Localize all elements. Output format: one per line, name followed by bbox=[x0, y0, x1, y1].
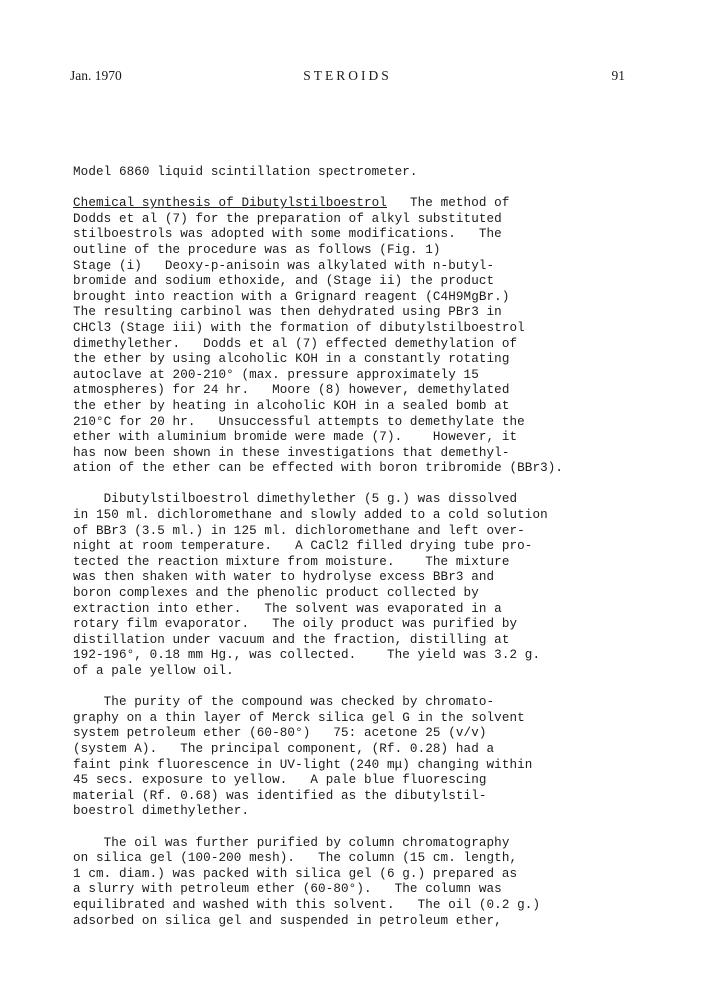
text-line: boron complexes and the phenolic product collected by bbox=[73, 586, 479, 601]
text-line: brought into reaction with a Grignard reagent (C4H9MgBr.) bbox=[73, 289, 510, 304]
text-line: tected the reaction mixture from moisture. The mixture bbox=[73, 554, 510, 569]
text-line: The oil was further purified by column chromatography bbox=[73, 835, 510, 850]
text-line: adsorbed on silica gel and suspended in petroleum ether, bbox=[73, 913, 502, 928]
text-line: The resulting carbinol was then dehydrated using PBr3 in bbox=[73, 305, 502, 320]
header-page-number: 91 bbox=[611, 68, 625, 83]
text-line: Chemical synthesis of Dibutylstilboestrol The method of bbox=[73, 196, 510, 211]
text-line: 192-196°, 0.18 mm Hg., was collected. The yield was 3.2 g. bbox=[73, 648, 541, 663]
text-line: in 150 ml. dichloromethane and slowly added to a cold solution bbox=[73, 508, 548, 523]
text-line: dimethylether. Dodds et al (7) effected demethylation of bbox=[73, 336, 518, 351]
text-line: outline of the procedure was as follows (Fig. 1) bbox=[73, 242, 441, 257]
section-heading: Chemical synthesis of Dibutylstilboestrol bbox=[73, 196, 387, 211]
text-line: atmospheres) for 24 hr. Moore (8) however, demethylated bbox=[73, 383, 510, 398]
text-line: Dodds et al (7) for the preparation of alkyl substituted bbox=[73, 211, 502, 226]
paragraph-gap bbox=[73, 477, 633, 493]
text-line: autoclave at 200-210° (max. pressure approximately 15 bbox=[73, 367, 479, 382]
text-line: the ether by using alcoholic KOH in a constantly rotating bbox=[73, 352, 510, 367]
paragraph-gap bbox=[73, 680, 633, 696]
text-line: boestrol dimethylether. bbox=[73, 804, 250, 819]
body-text bbox=[73, 165, 633, 929]
text-line: ether with aluminium bromide were made (7). However, it bbox=[73, 430, 518, 445]
text-line: was then shaken with water to hydrolyse excess BBr3 and bbox=[73, 570, 495, 585]
text-line: graphy on a thin layer of Merck silica gel G in the solvent bbox=[73, 710, 525, 725]
text-line: bromide and sodium ethoxide, and (Stage ii) the product bbox=[73, 274, 495, 289]
text-line: distillation under vacuum and the fraction, distilling at bbox=[73, 632, 510, 647]
text-line: Model 6860 liquid scintillation spectrometer. bbox=[73, 165, 418, 179]
text-line: the ether by heating in alcoholic KOH in a sealed bomb at bbox=[73, 398, 510, 413]
text-line: The purity of the compound was checked by chromato- bbox=[73, 695, 495, 710]
text-line: system petroleum ether (60-80°) 75: acetone 25 (v/v) bbox=[73, 726, 487, 741]
text-line: ation of the ether can be effected with boron tribromide (BBr3). bbox=[73, 461, 564, 476]
text-line: a slurry with petroleum ether (60-80°). The column was bbox=[73, 882, 502, 897]
text-line: Dibutylstilboestrol dimethylether (5 g.) was dissolved bbox=[73, 492, 518, 507]
text-line: equilibrated and washed with this solvent. The oil (0.2 g.) bbox=[73, 897, 541, 912]
text-line: 210°C for 20 hr. Unsuccessful attempts to demethylate the bbox=[73, 414, 525, 429]
text-line: Stage (i) Deoxy-p-anisoin was alkylated with n-butyl- bbox=[73, 258, 495, 273]
text-line: on silica gel (100-200 mesh). The column (15 cm. length, bbox=[73, 851, 518, 866]
text-line: faint pink fluorescence in UV-light (240 mμ) changing within bbox=[73, 757, 533, 772]
page-header bbox=[70, 68, 625, 88]
text-line: material (Rf. 0.68) was identified as the dibutylstil- bbox=[73, 788, 487, 803]
text-line: 45 secs. exposure to yellow. A pale blue fluorescing bbox=[73, 773, 487, 788]
text-line: (system A). The principal component, (Rf. 0.28) had a bbox=[73, 741, 495, 756]
header-journal: STEROIDS bbox=[303, 68, 392, 83]
text-line: 1 cm. diam.) was packed with silica gel (6 g.) prepared as bbox=[73, 866, 518, 881]
header-date: Jan. 1970 bbox=[70, 68, 122, 83]
text-line: has now been shown in these investigations that demethyl- bbox=[73, 445, 510, 460]
paragraph-gap bbox=[73, 181, 633, 197]
text-line: of a pale yellow oil. bbox=[73, 664, 234, 678]
paragraph-gap bbox=[73, 820, 633, 836]
text-line: stilboestrols was adopted with some modifications. The bbox=[73, 227, 502, 242]
text-line: of BBr3 (3.5 ml.) in 125 ml. dichloromethane and left over- bbox=[73, 523, 525, 538]
text-line: CHCl3 (Stage iii) with the formation of dibutylstilboestrol bbox=[73, 320, 525, 335]
text-line: extraction into ether. The solvent was evaporated in a bbox=[73, 601, 502, 616]
text-line: rotary film evaporator. The oily product was purified by bbox=[73, 617, 518, 632]
text-line: night at room temperature. A CaCl2 filled drying tube pro- bbox=[73, 539, 533, 554]
